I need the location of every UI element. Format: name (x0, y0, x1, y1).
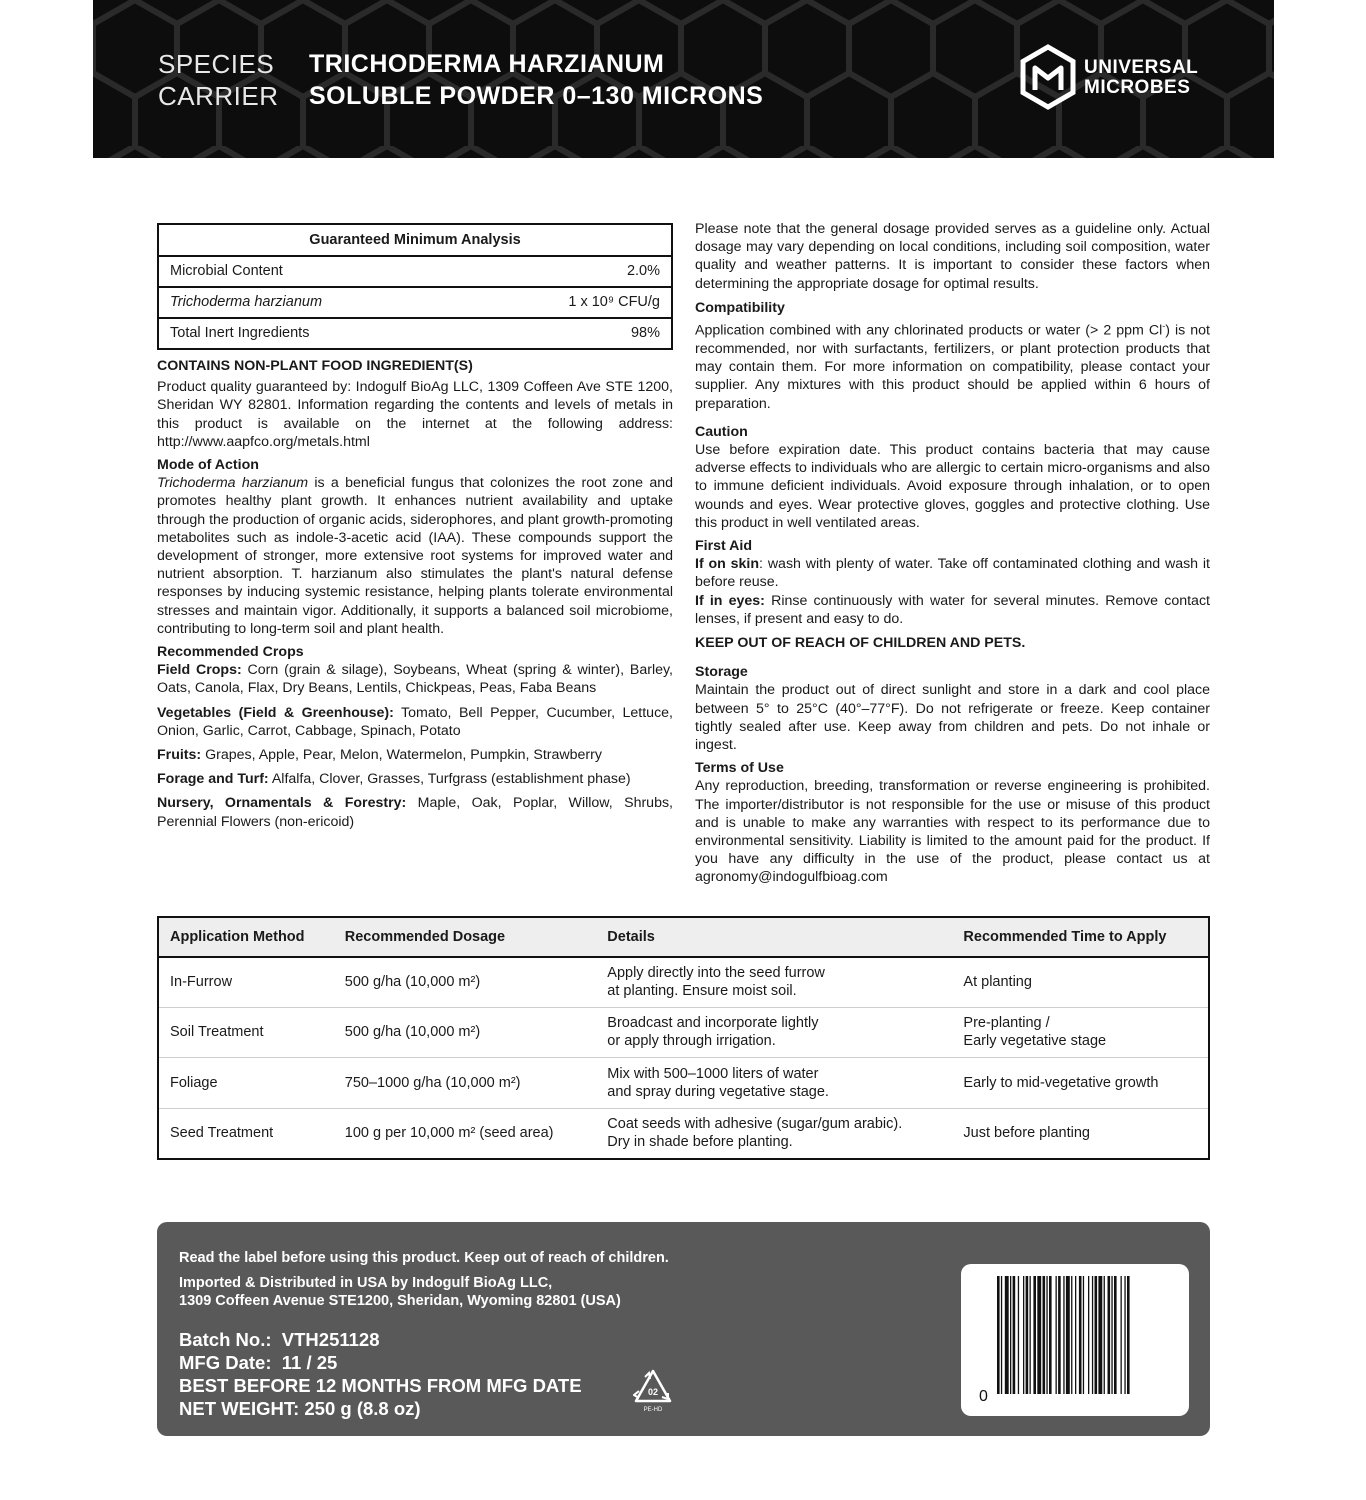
best-before: BEST BEFORE 12 MONTHS FROM MFG DATE (179, 1375, 582, 1396)
table-row: Total Inert Ingredients 98% (158, 318, 672, 349)
caution-text: Use before expiration date. This product contains bacteria that may cause adverse effects to individuals who are allergic to certain micro-organisms and also to immune deficient individuals. Avoid exposure through inhalation, or to open wounds and eyes. Wear protective gloves, goggles and protective clothing. Use this product in well ventilated areas. (695, 441, 1210, 531)
barcode-icon (997, 1276, 1175, 1396)
batch-number: Batch No.: VTH251128 (179, 1329, 380, 1350)
universal-microbes-logo-icon (1019, 44, 1077, 110)
barcode-bar (1071, 1276, 1072, 1394)
terms-heading: Terms of Use (695, 760, 784, 777)
col-header-time: Recommended Time to Apply (952, 917, 1209, 957)
importer-info: Imported & Distributed in USA by Indogulf BioAg LLC, 1309 Coffeen Avenue STE1200, Sheridan, Wyoming 82801 (USA) (179, 1275, 621, 1309)
dosage-note: Please note that the general dosage provided serves as a guideline only. Actual dosage may vary depending on local conditions, including soil composition, water quality and weather patterns. It is important to consider these factors when determining the appropriate dosage for optimal results. (695, 221, 1210, 292)
crop-vegetables: Vegetables (Field & Greenhouse): Tomato, Bell Pepper, Cucumber, Lettuce, Onion, Garlic, Carrot, Cabbage, Spinach, Potato (157, 704, 673, 739)
header-values (309, 48, 763, 112)
crop-fruits: Fruits: Grapes, Apple, Pear, Melon, Watermelon, Pumpkin, Strawberry (157, 747, 602, 764)
storage-text: Maintain the product out of direct sunlight and store in a dark and cool place between 5° to 25°C (40°–77°F). Do not refrigerate or freeze. Keep container tightly sealed after use. Keep away from children and pets. Do not inhale or ingest. (695, 682, 1210, 754)
col-header-method: Application Method (158, 917, 334, 957)
moa-text: Trichoderma harzianum is a beneficial fungus that colonizes the root zone and promotes healthy plant growth. It enhances nutrient availability and uptake through the production of organic acids, siderophores, and plant growth-promoting metabolites such as indole-3-acetic acid (IAA). These compounds support the development of stronger, more extensive root systems for improved water and nutrient absorption. T. harzianum also stimulates the plant's natural defense responses by inducing systemic resistance, helping plants tolerate environmental stresses and maintain vigor. Additionally, it supports a balanced soil microbiome, contributing to long-term soil and plant health. (157, 475, 674, 637)
carrier-name: SOLUBLE POWDER 0–130 MICRONS (309, 82, 764, 110)
crop-forage: Forage and Turf: Alfalfa, Clover, Grasses, Turfgrass (establishment phase) (157, 771, 631, 788)
col-header-dosage: Recommended Dosage (334, 917, 597, 957)
brand-name: UNIVERSAL MICROBES (1084, 57, 1199, 98)
barcode-bar (1033, 1276, 1036, 1394)
table-row: Soil Treatment 500 g/ha (10,000 m²) Broadcast and incorporate lightly or apply through irrigation. Pre-planting / Early vegetative stage (158, 1007, 1209, 1057)
barcode-bar (1049, 1276, 1052, 1394)
barcode-bar (1121, 1276, 1122, 1394)
crops-heading: Recommended Crops (157, 644, 304, 661)
table-row: Microbial Content 2.0% (158, 256, 672, 287)
net-weight: NET WEIGHT: 250 g (8.8 oz) (179, 1398, 421, 1419)
left-column (157, 223, 673, 831)
mfg-date: MFG Date: 11 / 25 (179, 1352, 338, 1373)
firstaid-eyes: If in eyes: Rinse continuously with water for several minutes. Remove contact lenses, if present and easy to do. (695, 592, 1210, 627)
barcode-bar (1075, 1276, 1076, 1394)
barcode-bar (1095, 1276, 1098, 1394)
species-name: TRICHODERMA HARZIANUM (309, 50, 665, 78)
barcode-bar (1098, 1276, 1102, 1394)
keep-out-warning: KEEP OUT OF REACH OF CHILDREN AND PETS. (695, 635, 1026, 651)
moa-heading: Mode of Action (157, 457, 259, 474)
barcode-bar (1018, 1276, 1019, 1394)
header-banner (93, 0, 1274, 158)
barcode-bar (1092, 1276, 1093, 1394)
barcode-bar (1001, 1276, 1002, 1394)
analysis-title: Guaranteed Minimum Analysis (309, 231, 521, 248)
table-header-row (158, 917, 1209, 957)
barcode-bar (1124, 1276, 1125, 1394)
barcode-bar (1114, 1276, 1117, 1394)
brand-logo (1019, 44, 1219, 114)
barcode-bar (1079, 1276, 1082, 1394)
barcode-bar (1023, 1276, 1024, 1394)
barcode-bar (1083, 1276, 1084, 1394)
barcode-bar (1063, 1276, 1064, 1394)
barcode-bar (1066, 1276, 1070, 1394)
barcode-bar (1127, 1276, 1130, 1394)
header-labels (158, 48, 279, 112)
compat-text: Application combined with any chlorinated products or water (> 2 ppm Cl-) is not recommended, nor with surfactants, fertilizers, or plant protection products that may contain them. For more information on compatibility, please contact your supplier. Any mixtures with this product should be applied within 6 hours of preparation. (695, 321, 1210, 412)
table-row: Seed Treatment 100 g per 10,000 m² (seed area) Coat seeds with adhesive (sugar/gum arabic). Dry in shade before planting. Just before planting (158, 1108, 1209, 1159)
barcode-bar (1037, 1276, 1041, 1394)
guaranteed-analysis-table (157, 223, 673, 350)
terms-text: Any reproduction, breeding, transformation or reverse engineering is prohibited. The importer/distributor is not responsible for the use or misuse of this product and is unable to make any warranties with respect to its performance due to environmental sensitivity. Liability is limited to the amount paid for the product. If you have any difficulty in the use of the product, please contact us at agronomy@indogulfbioag.com (695, 778, 1210, 886)
table-row: In-Furrow 500 g/ha (10,000 m²) Apply directly into the seed furrow at planting. Ensure moist soil. At planting (158, 957, 1209, 1007)
recycle-icon (633, 1368, 673, 1414)
barcode-bar (997, 1276, 1000, 1394)
crop-nursery: Nursery, Ornamentals & Forestry: Maple, Oak, Poplar, Willow, Shrubs, Perennial Flowers (non-ericoid) (157, 795, 674, 830)
barcode-bar (1058, 1276, 1061, 1394)
barcode-bar (1010, 1276, 1011, 1394)
table-row: Foliage 750–1000 g/ha (10,000 m²) Mix with 500–1000 liters of water and spray during vegetative stage. Early to mid-vegetative growth (158, 1057, 1209, 1108)
barcode-bar (1013, 1276, 1016, 1394)
table-row: Trichoderma harzianum 1 x 10⁹ CFU/g (158, 287, 672, 318)
recycle-code: 02 (647, 1387, 659, 1397)
label-species: SPECIES (158, 49, 275, 79)
right-column (695, 220, 1210, 887)
barcode-bar (1005, 1276, 1009, 1394)
firstaid-heading: First Aid (695, 537, 753, 554)
batch-info (179, 1328, 582, 1420)
application-table (157, 916, 1210, 1160)
recycle-material: PE-HD (643, 1407, 663, 1413)
label-carrier: CARRIER (158, 81, 279, 111)
barcode-bar (1043, 1276, 1046, 1394)
barcode-bar (1026, 1276, 1029, 1394)
footer-panel (157, 1222, 1210, 1436)
caution-heading: Caution (695, 423, 748, 440)
col-header-details: Details (596, 917, 952, 957)
firstaid-skin: If on skin: wash with plenty of water. Take off contaminated clothing and wash it before reuse. (695, 556, 1210, 591)
barcode (961, 1264, 1189, 1416)
barcode-digit: 0 (979, 1388, 988, 1405)
barcode-bar (1056, 1276, 1057, 1394)
barcode-bar (1111, 1276, 1112, 1394)
storage-heading: Storage (695, 664, 748, 681)
barcode-bar (1108, 1276, 1111, 1394)
barcode-bar (1104, 1276, 1105, 1394)
compat-heading: Compatibility (695, 299, 785, 316)
read-label-warning: Read the label before using this product. Keep out of reach of children. (179, 1250, 669, 1266)
crop-field: Field Crops: Corn (grain & silage), Soybeans, Wheat (spring & winter), Barley, Oats, Canola, Flax, Dry Beans, Lentils, Chickpeas, Peas, Faba Beans (157, 662, 673, 697)
barcode-bar (1030, 1276, 1031, 1394)
quality-text: Product quality guaranteed by: Indogulf BioAg LLC, 1309 Coffeen Ave STE 1200, Sheridan WY 82801. Information regarding the contents and levels of metals in this product is available on the internet at the following address: http://www.aapfco.org/metals.html (157, 379, 673, 450)
barcode-bar (1046, 1276, 1047, 1394)
barcode-bar (1088, 1276, 1089, 1394)
contains-heading: CONTAINS NON-PLANT FOOD INGREDIENT(S) (157, 358, 473, 374)
